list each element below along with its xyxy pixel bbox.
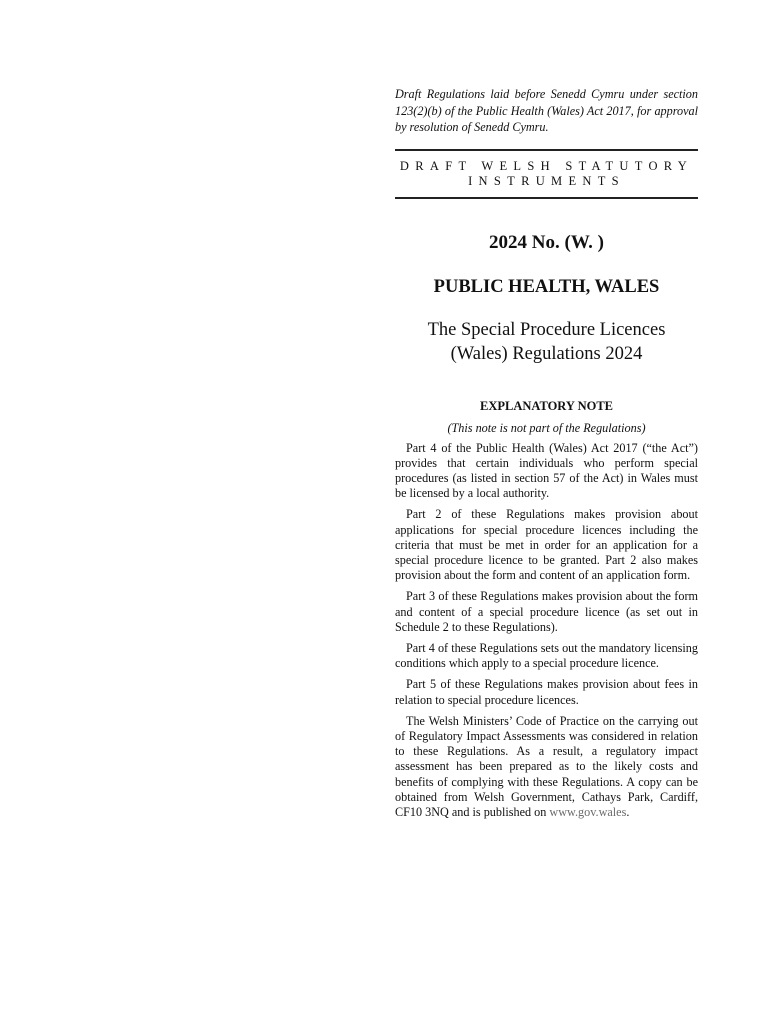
note-paragraph-6-end: . (626, 804, 630, 819)
note-paragraph-2: Part 2 of these Regulations makes provision about applications for special procedure licences including the criteria that must be met in order for an application for a special procedure licence to be granted. Part 2 also makes provision about the form and content of an application form. (395, 507, 698, 583)
note-paragraph-1: Part 4 of the Public Health (Wales) Act 2017 (“the Act”) provides that certain individuals who perform special procedures (as listed in section 57 of the Act) in Wales must be licensed by a local authority. (395, 440, 698, 501)
note-paragraph-6-text: The Welsh Ministers’ Code of Practice on the carrying out of Regulatory Impact Assessments was considered in relation to these Regulations. As a result, a regulatory impact assessment has been prepared as to the likely costs and benefits of complying with these Regulations. A copy can be obtained from Welsh Government, Cathays Park, Cardiff, CF10 3NQ and is published on (395, 713, 698, 819)
text-column (395, 86, 698, 820)
title-line-2: (Wales) Regulations 2024 (450, 343, 643, 364)
gov-wales-link[interactable]: www.gov.wales (549, 804, 627, 819)
note-paragraph-5: Part 5 of these Regulations makes provision about fees in relation to special procedure licences. (395, 677, 698, 707)
explanatory-note-heading: EXPLANATORY NOTE (479, 398, 614, 413)
si-number: 2024 No. (W. ) (489, 231, 604, 253)
note-paragraph-4: Part 4 of these Regulations sets out the mandatory licensing conditions which apply to a special procedure licence. (395, 640, 698, 671)
note-paragraph-3: Part 3 of these Regulations makes provision about the form and content of a special procedure licence (as set out in Schedule 2 to these Regulations). (395, 589, 698, 634)
regulations-title (395, 318, 698, 366)
subject-heading: PUBLIC HEALTH, WALES (433, 276, 660, 297)
laying-statement: Draft Regulations laid before Senedd Cymru under section 123(2)(b) of the Public Health (Wales) Act 2017, for approval by resolution of Senedd Cymru. (395, 87, 698, 134)
series-header (395, 149, 698, 199)
title-line-1: The Special Procedure Licences (427, 319, 666, 340)
note-paragraph-6 (395, 714, 698, 820)
series-line-1: DRAFT WELSH STATUTORY (399, 158, 694, 173)
series-line-2: INSTRUMENTS (468, 173, 625, 188)
explanatory-note-subheading: (This note is not part of the Regulations) (447, 420, 646, 435)
